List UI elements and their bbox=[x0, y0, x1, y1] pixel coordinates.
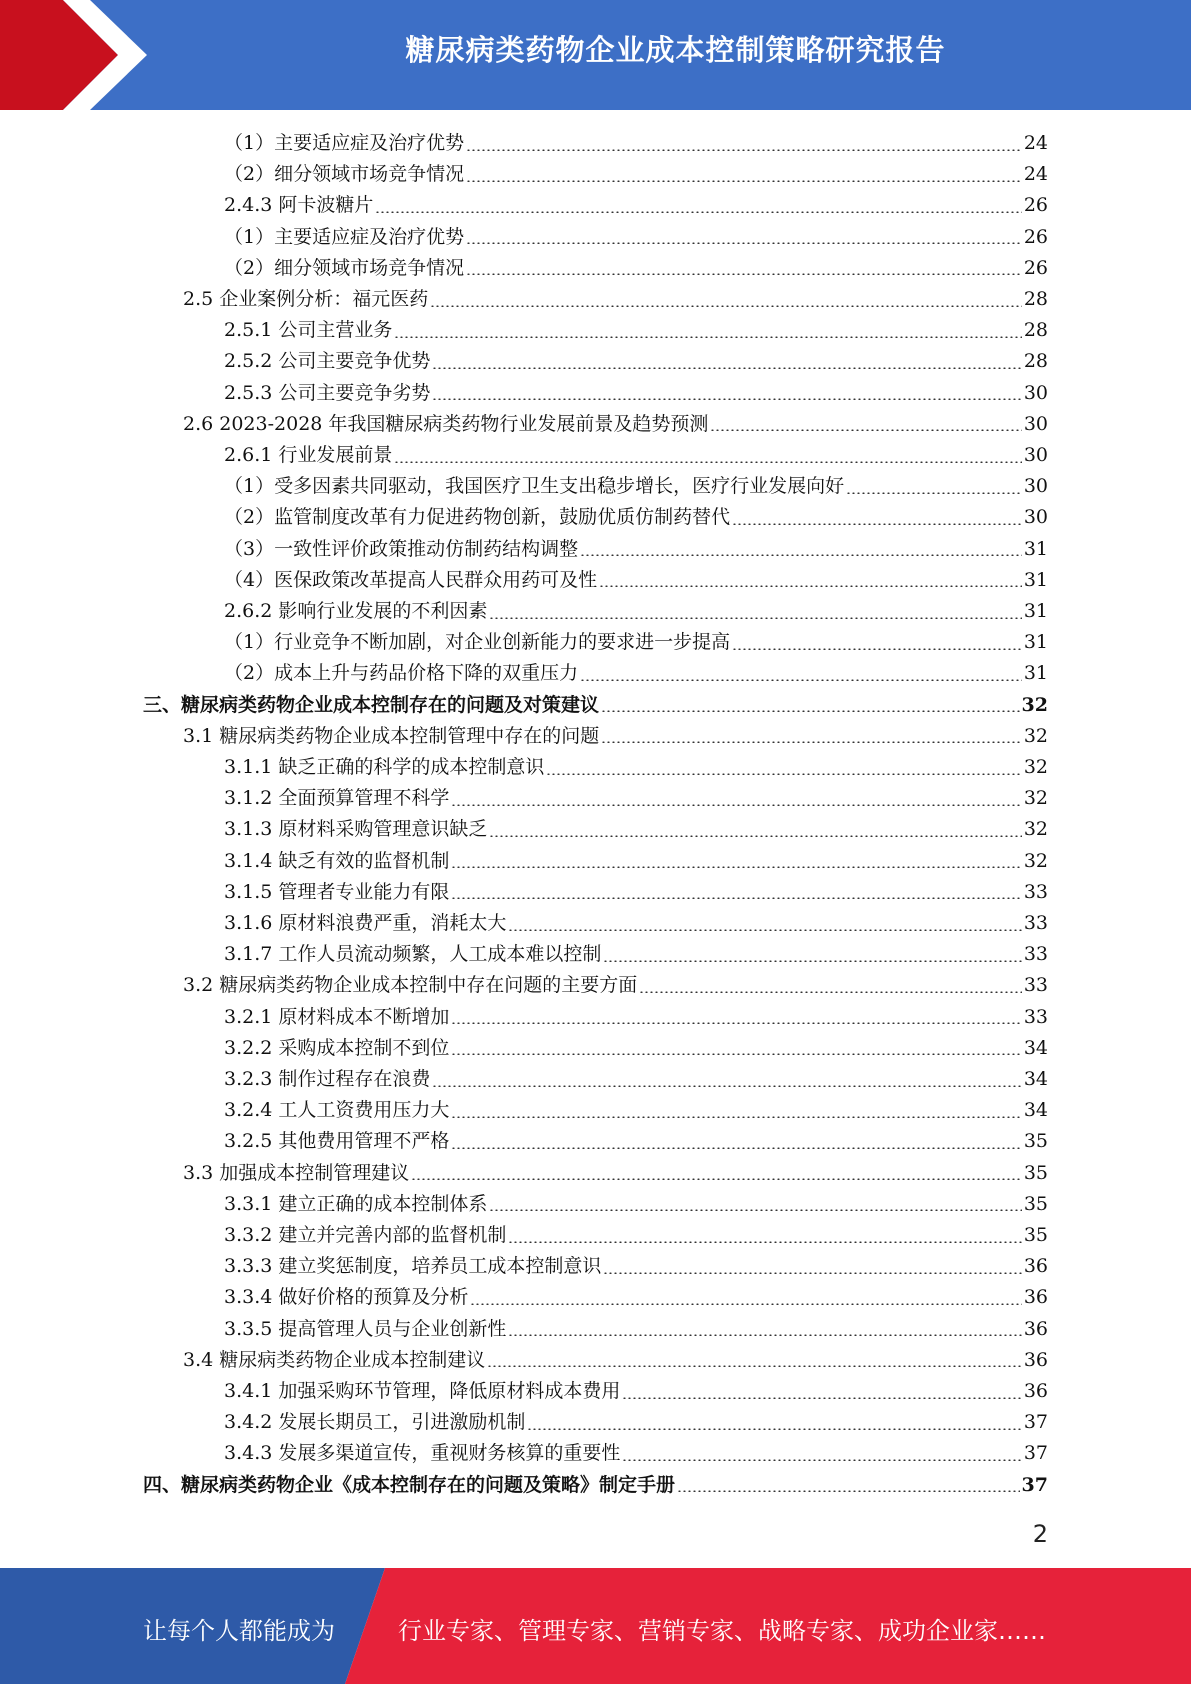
toc-entry-label: （1）行业竞争不断加剧，对企业创新能力的要求进一步提高 bbox=[224, 631, 731, 654]
toc-dot-leader bbox=[466, 273, 1022, 275]
toc-entry[interactable] bbox=[224, 440, 1048, 471]
toc-entry-label: 3.4.2 发展长期员工，引进激励机制 bbox=[224, 1411, 526, 1434]
toc-dot-leader bbox=[677, 1490, 1020, 1492]
toc-entry-page: 26 bbox=[1023, 256, 1048, 279]
toc-entry[interactable] bbox=[224, 346, 1048, 377]
toc-entry-label: 3.4.3 发展多渠道宣传，重视财务核算的重要性 bbox=[224, 1442, 621, 1465]
toc-entry-page: 36 bbox=[1023, 1348, 1048, 1371]
toc-entry[interactable] bbox=[183, 721, 1048, 752]
toc-dot-leader bbox=[466, 149, 1022, 151]
toc-dot-leader bbox=[599, 585, 1022, 587]
toc-entry-page: 30 bbox=[1023, 475, 1048, 498]
toc-entry[interactable] bbox=[224, 190, 1048, 221]
toc-dot-leader bbox=[470, 1303, 1021, 1305]
toc-entry-page: 30 bbox=[1023, 444, 1048, 466]
toc-entry[interactable] bbox=[183, 409, 1048, 440]
toc-entry[interactable] bbox=[224, 1064, 1048, 1095]
toc-dot-leader bbox=[527, 1428, 1021, 1430]
toc-entry-label: 2.6.2 影响行业发展的不利因素 bbox=[224, 600, 488, 622]
toc-dot-leader bbox=[846, 492, 1022, 494]
toc-entry-page: 32 bbox=[1023, 849, 1048, 872]
toc-entry[interactable] bbox=[224, 877, 1048, 908]
toc-entry-label: 3.3.4 做好价格的预算及分析 bbox=[224, 1286, 469, 1309]
toc-entry-page: 36 bbox=[1023, 1380, 1048, 1402]
toc-dot-leader bbox=[451, 1147, 1021, 1149]
toc-entry-page: 34 bbox=[1023, 1036, 1048, 1059]
report-title: 糖尿病类药物企业成本控制策略研究报告 bbox=[405, 33, 946, 67]
toc-entry-label: （2）成本上升与药品价格下降的双重压力 bbox=[224, 662, 579, 685]
toc-entry[interactable] bbox=[224, 1220, 1048, 1251]
toc-entry-label: 3.4 糖尿病类药物企业成本控制建议 bbox=[183, 1348, 486, 1371]
footer-slogan-left: 让每个人都能成为 bbox=[143, 1617, 335, 1645]
toc-entry-label: （2）细分领域市场竞争情况 bbox=[224, 256, 465, 279]
footer-slogan-right: 行业专家、管理专家、营销专家、战略专家、成功企业家…… bbox=[398, 1617, 1046, 1645]
toc-entry[interactable] bbox=[183, 1345, 1048, 1376]
toc-dot-leader bbox=[601, 710, 1020, 712]
toc-entry-page: 35 bbox=[1023, 1130, 1048, 1153]
toc-entry-page: 30 bbox=[1023, 506, 1048, 529]
toc-entry-page: 36 bbox=[1023, 1286, 1048, 1309]
toc-entry-label: 3.2.2 采购成本控制不到位 bbox=[224, 1036, 450, 1059]
toc-entry-label: （1）受多因素共同驱动，我国医疗卫生支出稳步增长，医疗行业发展向好 bbox=[224, 475, 845, 498]
toc-entry[interactable] bbox=[224, 939, 1048, 970]
toc-entry[interactable] bbox=[224, 846, 1048, 877]
toc-dot-leader bbox=[487, 1365, 1022, 1367]
toc-entry-page: 35 bbox=[1023, 1224, 1048, 1246]
toc-dot-leader bbox=[489, 617, 1021, 619]
toc-dot-leader bbox=[375, 211, 1021, 213]
toc-entry-page: 31 bbox=[1023, 568, 1048, 591]
toc-entry-label: （3）一致性评价政策推动仿制药结构调整 bbox=[224, 537, 579, 560]
toc-entry-page: 37 bbox=[1023, 1442, 1048, 1465]
toc-entry-page: 35 bbox=[1023, 1192, 1048, 1215]
toc-dot-leader bbox=[639, 991, 1022, 993]
toc-entry-label: 3.2 糖尿病类药物企业成本控制中存在问题的主要方面 bbox=[183, 974, 638, 997]
toc-entry-label: 3.3.1 建立正确的成本控制体系 bbox=[224, 1192, 488, 1215]
toc-dot-leader bbox=[622, 1459, 1021, 1461]
toc-entry-label: 2.5.1 公司主营业务 bbox=[224, 319, 393, 342]
toc-dot-leader bbox=[580, 679, 1022, 681]
toc-entry[interactable] bbox=[224, 1438, 1048, 1469]
toc-dot-leader bbox=[508, 1334, 1021, 1336]
toc-entry[interactable] bbox=[224, 128, 1048, 159]
toc-entry[interactable] bbox=[224, 1002, 1048, 1033]
toc-entry[interactable] bbox=[143, 690, 1048, 721]
toc-dot-leader bbox=[394, 336, 1021, 338]
toc-entry-label: 3.1 糖尿病类药物企业成本控制管理中存在的问题 bbox=[183, 724, 600, 747]
toc-entry[interactable] bbox=[224, 502, 1048, 533]
toc-entry-page: 32 bbox=[1023, 787, 1048, 810]
toc-entry-label: 三、糖尿病类药物企业成本控制存在的问题及对策建议 bbox=[143, 693, 600, 716]
toc-entry[interactable] bbox=[224, 534, 1048, 565]
toc-entry-label: 3.4.1 加强采购环节管理，降低原材料成本费用 bbox=[224, 1380, 621, 1402]
toc-dot-leader bbox=[622, 1397, 1021, 1399]
toc-dot-leader bbox=[466, 242, 1022, 244]
toc-entry[interactable] bbox=[224, 814, 1048, 845]
toc-entry[interactable] bbox=[224, 1126, 1048, 1157]
toc-entry-page: 24 bbox=[1023, 163, 1048, 186]
toc-entry[interactable] bbox=[224, 253, 1048, 284]
toc-entry-page: 31 bbox=[1023, 631, 1048, 654]
toc-entry-page: 33 bbox=[1023, 880, 1048, 903]
toc-entry-label: 3.1.5 管理者专业能力有限 bbox=[224, 880, 450, 903]
toc-dot-leader bbox=[432, 1085, 1021, 1087]
toc-entry-label: 3.1.3 原材料采购管理意识缺乏 bbox=[224, 818, 488, 841]
toc-entry-page: 31 bbox=[1023, 662, 1048, 685]
toc-dot-leader bbox=[466, 180, 1022, 182]
toc-entry-label: 3.3.5 提高管理人员与企业创新性 bbox=[224, 1317, 507, 1340]
page-number: 2 bbox=[1032, 1520, 1048, 1548]
toc-dot-leader bbox=[451, 866, 1021, 868]
toc-dot-leader bbox=[394, 461, 1021, 463]
toc-entry-label: （1）主要适应症及治疗优势 bbox=[224, 225, 465, 248]
toc-entry[interactable] bbox=[143, 1470, 1048, 1501]
toc-entry-page: 32 bbox=[1023, 724, 1048, 747]
toc-entry-page: 34 bbox=[1023, 1068, 1048, 1090]
toc-entry[interactable] bbox=[224, 627, 1048, 658]
toc-entry-label: 2.5.3 公司主要竞争劣势 bbox=[224, 381, 431, 404]
page-header bbox=[0, 0, 1191, 110]
toc-entry-page: 37 bbox=[1023, 1411, 1048, 1434]
toc-dot-leader bbox=[508, 929, 1021, 931]
toc-dot-leader bbox=[432, 367, 1021, 369]
toc-entry-page: 28 bbox=[1023, 319, 1048, 342]
toc-entry[interactable] bbox=[224, 222, 1048, 253]
toc-entry-page: 26 bbox=[1023, 194, 1048, 217]
toc-entry-page: 35 bbox=[1023, 1161, 1048, 1184]
toc-entry-label: 3.2.1 原材料成本不断增加 bbox=[224, 1005, 450, 1028]
toc-entry-page: 32 bbox=[1023, 818, 1048, 841]
toc-entry-label: （2）细分领域市场竞争情况 bbox=[224, 163, 465, 186]
toc-dot-leader bbox=[430, 305, 1022, 307]
toc-dot-leader bbox=[580, 554, 1022, 556]
toc-entry-page: 36 bbox=[1023, 1255, 1048, 1278]
toc-entry[interactable] bbox=[183, 284, 1048, 315]
toc-entry[interactable] bbox=[224, 752, 1048, 783]
toc-entry-page: 36 bbox=[1023, 1317, 1048, 1340]
toc-entry[interactable] bbox=[183, 970, 1048, 1001]
toc-dot-leader bbox=[603, 1272, 1021, 1274]
toc-dot-leader bbox=[451, 1022, 1021, 1024]
toc-entry-page: 24 bbox=[1023, 132, 1048, 154]
toc-entry-page: 30 bbox=[1023, 381, 1048, 404]
toc-dot-leader bbox=[451, 804, 1021, 806]
toc-entry-page: 31 bbox=[1023, 600, 1048, 622]
toc-entry[interactable] bbox=[224, 1095, 1048, 1126]
toc-entry-label: 3.1.4 缺乏有效的监督机制 bbox=[224, 849, 450, 872]
toc-entry[interactable] bbox=[183, 1158, 1048, 1189]
toc-entry-page: 28 bbox=[1023, 350, 1048, 373]
toc-entry[interactable] bbox=[224, 908, 1048, 939]
toc-entry-page: 26 bbox=[1023, 225, 1048, 248]
toc-entry-label: 3.3 加强成本控制管理建议 bbox=[183, 1161, 410, 1184]
toc-dot-leader bbox=[451, 1053, 1021, 1055]
toc-entry-label: 3.3.3 建立奖惩制度，培养员工成本控制意识 bbox=[224, 1255, 602, 1278]
toc-entry[interactable] bbox=[224, 315, 1048, 346]
toc-entry-page: 33 bbox=[1023, 1005, 1048, 1028]
toc-entry[interactable] bbox=[224, 378, 1048, 409]
toc-entry-page: 31 bbox=[1023, 537, 1048, 560]
toc-entry-label: 2.6.1 行业发展前景 bbox=[224, 444, 393, 466]
toc-entry[interactable] bbox=[224, 783, 1048, 814]
toc-entry-label: 3.1.7 工作人员流动频繁，人工成本难以控制 bbox=[224, 943, 602, 966]
toc-entry-page: 33 bbox=[1023, 974, 1048, 997]
toc-entry-page: 32 bbox=[1021, 693, 1048, 716]
toc-entry[interactable] bbox=[224, 565, 1048, 596]
toc-entry-label: 四、糖尿病类药物企业《成本控制存在的问题及策略》制定手册 bbox=[143, 1473, 676, 1496]
toc-entry[interactable] bbox=[224, 1033, 1048, 1064]
toc-entry-page: 32 bbox=[1023, 756, 1048, 778]
toc-entry-page: 37 bbox=[1021, 1473, 1048, 1496]
toc-entry[interactable] bbox=[224, 1251, 1048, 1282]
toc-entry-label: 2.5 企业案例分析：福元医药 bbox=[183, 288, 429, 310]
toc-entry-label: 2.4.3 阿卡波糖片 bbox=[224, 194, 374, 217]
toc-dot-leader bbox=[451, 897, 1021, 899]
page-footer bbox=[0, 1568, 1191, 1684]
toc-entry[interactable] bbox=[224, 596, 1048, 627]
toc-entry-label: 3.1.1 缺乏正确的科学的成本控制意识 bbox=[224, 756, 545, 778]
toc-entry-label: 3.2.3 制作过程存在浪费 bbox=[224, 1068, 431, 1090]
toc-entry-page: 33 bbox=[1023, 943, 1048, 966]
toc-dot-leader bbox=[546, 773, 1021, 775]
toc-entry[interactable] bbox=[224, 471, 1048, 502]
toc-entry-label: 3.2.4 工人工资费用压力大 bbox=[224, 1099, 450, 1122]
toc-entry-page: 30 bbox=[1023, 412, 1048, 435]
toc-dot-leader bbox=[710, 429, 1021, 431]
toc-entry-page: 33 bbox=[1023, 912, 1048, 934]
toc-dot-leader bbox=[489, 835, 1021, 837]
toc-entry-label: 3.1.6 原材料浪费严重，消耗太大 bbox=[224, 912, 507, 934]
toc-dot-leader bbox=[451, 1116, 1021, 1118]
toc-dot-leader bbox=[601, 741, 1022, 743]
toc-entry[interactable] bbox=[224, 658, 1048, 689]
toc-dot-leader bbox=[508, 1241, 1021, 1243]
toc-entry-label: （1）主要适应症及治疗优势 bbox=[224, 132, 465, 154]
toc-entry[interactable] bbox=[224, 1314, 1048, 1345]
toc-dot-leader bbox=[489, 1209, 1021, 1211]
toc-dot-leader bbox=[411, 1178, 1022, 1180]
toc-dot-leader bbox=[732, 648, 1022, 650]
toc-entry-label: 3.2.5 其他费用管理不严格 bbox=[224, 1130, 450, 1153]
toc-entry-label: 2.5.2 公司主要竞争优势 bbox=[224, 350, 431, 373]
toc-entry-label: （2）监管制度改革有力促进药物创新，鼓励优质仿制药替代 bbox=[224, 506, 731, 529]
toc-entry[interactable] bbox=[224, 1407, 1048, 1438]
toc-entry-page: 28 bbox=[1023, 288, 1048, 310]
toc-dot-leader bbox=[603, 960, 1021, 962]
toc-entry-label: 2.6 2023-2028 年我国糖尿病类药物行业发展前景及趋势预测 bbox=[183, 412, 709, 435]
toc-entry-label: （4）医保政策改革提高人民群众用药可及性 bbox=[224, 568, 598, 591]
toc-entry[interactable] bbox=[224, 159, 1048, 190]
toc-entry[interactable] bbox=[224, 1376, 1048, 1407]
toc-entry-label: 3.3.2 建立并完善内部的监督机制 bbox=[224, 1224, 507, 1246]
toc-entry-label: 3.1.2 全面预算管理不科学 bbox=[224, 787, 450, 810]
header-arrow-decoration bbox=[0, 0, 160, 110]
toc-entry[interactable] bbox=[224, 1189, 1048, 1220]
toc-entry[interactable] bbox=[224, 1282, 1048, 1313]
toc-dot-leader bbox=[732, 523, 1022, 525]
toc-entry-page: 34 bbox=[1023, 1099, 1048, 1122]
toc-dot-leader bbox=[432, 398, 1021, 400]
